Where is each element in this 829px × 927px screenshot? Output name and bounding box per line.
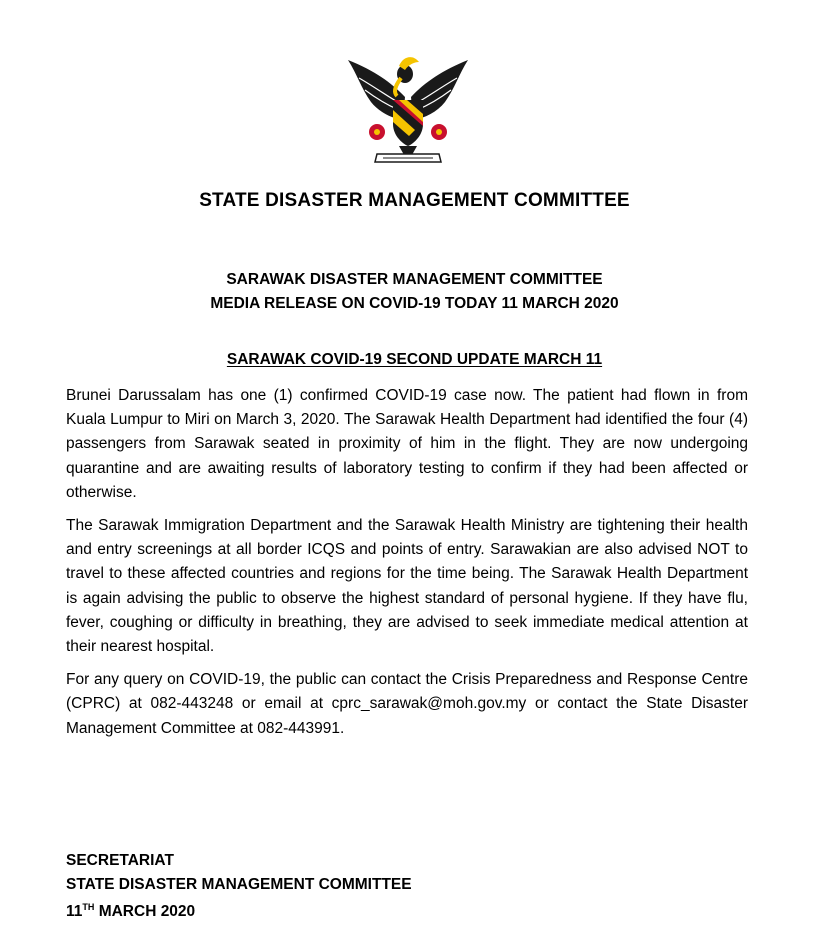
release-date <box>66 896 666 924</box>
release-date-rest: MARCH 2020 <box>94 903 196 920</box>
body-paragraph-2: The Sarawak Immigration Department and the Sarawak Health Ministry are tightening their health and entry screenings at all border ICQS and points of entry. Sarawakian are also advised NOT to travel to these affected countries and regions for the time being. The Sarawak Health Department is again advising the public to observe the highest standard of personal hygiene. If they have flu, fever, coughing or difficulty in breathing, they are advised to seek immediate medical attention at their nearest hospital. <box>66 517 748 656</box>
secretariat-label: SECRETARIAT <box>66 852 174 869</box>
body-paragraph-1: Brunei Darussalam has one (1) confirmed COVID-19 case now. The patient had flown in from Kuala Lumpur to Miri on March 3, 2020. The Sarawak Health Department had identified the four (4) passengers from Sarawak seated in proximity of him in the flight. They are now undergoing quarantine and are awaiting results of laboratory testing to confirm if they had been affected or otherwise. <box>66 387 748 501</box>
release-date-suffix: TH <box>82 902 95 912</box>
signature-block <box>66 849 666 924</box>
release-title-line-1: SARAWAK DISASTER MANAGEMENT COMMITTEE <box>226 271 603 288</box>
body-paragraph-3: For any query on COVID-19, the public can contact the Crisis Preparedness and Response Centre (CPRC) at 082-443248 or email at cprc_sarawak@moh.gov.my or contact the State Disaster Management Committee at 082-443991. <box>66 671 748 737</box>
sarawak-coat-of-arms-emblem <box>343 52 473 172</box>
update-heading <box>0 351 829 369</box>
release-date-day: 11 <box>66 903 83 920</box>
release-title-line-2: MEDIA RELEASE ON COVID-19 TODAY 11 MARCH 2020 <box>210 295 619 312</box>
update-heading-text: SARAWAK COVID-19 SECOND UPDATE MARCH 11 <box>226 351 603 368</box>
release-title <box>0 268 829 316</box>
release-body <box>66 384 748 750</box>
committee-signature: STATE DISASTER MANAGEMENT COMMITTEE <box>66 875 412 893</box>
committee-title: STATE DISASTER MANAGEMENT COMMITTEE <box>199 190 630 211</box>
